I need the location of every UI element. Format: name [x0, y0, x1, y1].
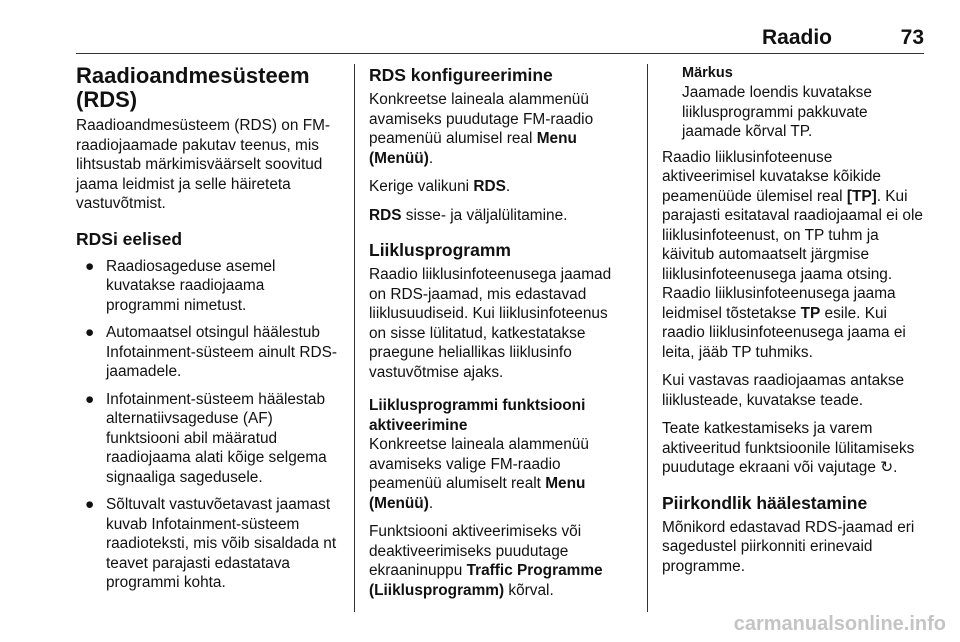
- traffic-program-heading: Liiklusprogramm: [369, 240, 511, 260]
- column-1: [76, 64, 342, 601]
- note-box: [662, 64, 928, 142]
- note-label: Märkus: [682, 65, 733, 81]
- bullet-icon: ●: [85, 324, 95, 341]
- back-icon: ↻: [880, 459, 894, 476]
- header-rule: [76, 53, 924, 54]
- rds-benefits-list: [76, 257, 342, 593]
- list-item: ● Automaatsel otsingul häälestub Infotainment-süsteem ainult RDS-jaamadele.: [85, 324, 337, 380]
- note-text: Jaamade loendis kuvatakse liiklusprogrammi pakkuvate jaamade kõrval TP.: [682, 84, 872, 140]
- list-item: ● Infotainment-süsteem häälestab alternatiivsageduse (AF) funktsiooni abil määratud raadiojaama alati kõige selgema signaaliga sagedusele.: [85, 390, 327, 486]
- traffic-program-activation-heading: Liiklusprogrammi funktsiooni aktiveerimine: [369, 397, 586, 434]
- tp-paragraph: Raadio liiklusinfoteenuse aktiveerimisel kuvatakse kõikide peamenüüde ülemisel real [TP]. Kui parajasti esitataval raadiojaamal ei ole liiklusinfoteenust, on TP tuhm ja käivitub automaatselt järgmise liiklusinfoteenusega jaama otsing. Raadio liiklusinfoteenusega jaama leidmisel tõstetakse TP esile. Kui raadio liiklusinfoteenusega jaama ei leita, jääb TP tuhmiks.: [662, 148, 923, 361]
- rds-config-p1: Konkreetse laineala alammenüü avamiseks puudutage FM-raadio peamenüü alumisel real Menu (Menüü).: [369, 91, 594, 167]
- rds-benefits-heading: RDSi eelised: [76, 228, 183, 249]
- column-divider: [647, 64, 648, 612]
- interrupt-announcement-text: Teate katkestamiseks ja varem aktiveeritud funktsioonile lülitamiseks puudutage ekraani või vajutage ↻.: [662, 420, 915, 476]
- list-item: ● Raadiosageduse asemel kuvatakse raadiojaama programmi nimetust.: [85, 257, 276, 314]
- regional-tuning-text: Mõnikord edastavad RDS-jaamad eri sagedustel piirkonniti erinevaid programme.: [662, 518, 915, 575]
- column-2: [369, 64, 623, 609]
- page-header: [76, 26, 924, 50]
- traffic-announcement-text: Kui vastavas raadiojaamas antakse liiklusteade, kuvatakse teade.: [662, 372, 905, 409]
- regional-tuning-heading: Piirkondlik häälestamine: [662, 492, 868, 513]
- rds-intro: Raadioandmesüsteem (RDS) on FM-raadiojaamade pakutav teenus, mis lihtsustab märkimisväärselt soovitud jaama leidmist ja selle häireteta vastuvõtmist.: [76, 117, 331, 212]
- traffic-program-p6: Funktsiooni aktiveerimiseks või deaktiveerimiseks puudutage ekraaninuppu Traffic Programme (Liiklusprogramm) kõrval.: [369, 523, 603, 599]
- site-watermark: carmanualsonline.info: [733, 613, 946, 635]
- rds-config-p3: RDS sisse- ja väljalülitamine.: [369, 206, 568, 224]
- traffic-program-text: Raadio liiklusinfoteenusega jaamad on RDS-jaamad, mis edastavad liiklusuudiseid. Kui liiklusinfoteenus on sisse lülitatud, katkestatakse praegune heliallikas liiklusinfo vastuvõtmise ajaks.: [369, 266, 612, 381]
- column-3: [662, 64, 928, 585]
- list-item: ● Sõltuvalt vastuvõetavast jaamast kuvab Infotainment-süsteem raadioteksti, mis võib sisaldada nt teavet parajasti edastatava programmi kohta.: [85, 496, 337, 591]
- page-number: 73: [900, 26, 924, 49]
- traffic-program-p5: Konkreetse laineala alammenüü avamiseks valige FM-raadio peamenüü alumiselt realt Menu (Menüü).: [369, 436, 589, 512]
- rds-config-p2: Kerige valikuni RDS.: [369, 178, 511, 195]
- section-title: Raadio: [761, 26, 832, 49]
- bullet-icon: ●: [85, 496, 95, 513]
- column-divider: [354, 64, 355, 612]
- rds-title: Raadioandmesüsteem (RDS): [76, 63, 310, 112]
- rds-config-heading: RDS konfigureerimine: [369, 65, 553, 85]
- bullet-icon: ●: [85, 257, 95, 275]
- bullet-icon: ●: [85, 390, 95, 408]
